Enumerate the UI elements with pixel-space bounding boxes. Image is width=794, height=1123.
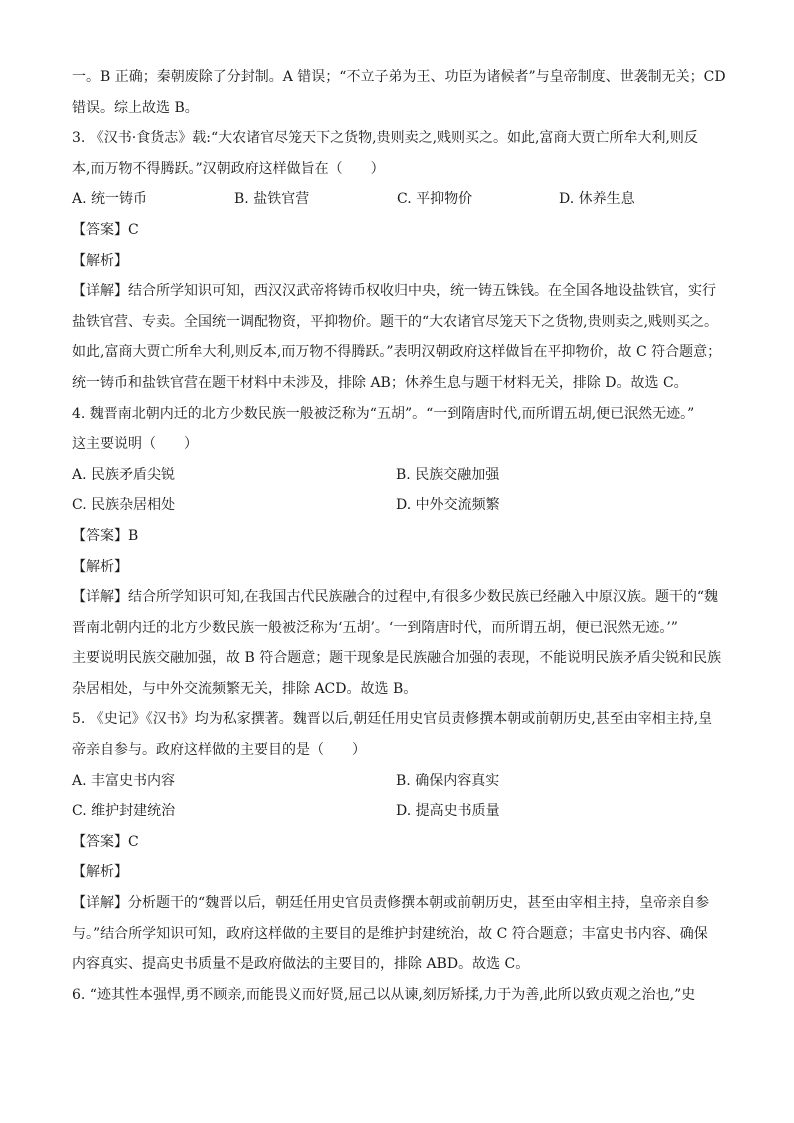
q5-detail-line-2: 与。”结合所学知识可知，政府这样做的主要目的是维护封建统治，故 C 符合题意；丰富史书内容、确保 — [72, 925, 708, 942]
q4-detail-line-3: 主要说明民族交融加强，故 B 符合题意；题干现象是民族融合加强的表现，不能说明民族矛盾尖锐和民族 — [72, 650, 722, 667]
prev-explanation-line-1: 一。B 正确；秦朝废除了分封制。A 错误；“不立子弟为王、功臣为诸候者”与皇帝制度、世袭制无关；CD — [72, 69, 726, 85]
q3-detail-line-2: 盐铁官营、专卖。全国统一调配物资，平抑物价。题干的“大农诸官尽笼天下之货物,贵则卖之,贱则买之。 — [72, 313, 719, 330]
q4-option-c: C. 民族杂居相处 — [72, 497, 176, 514]
q6-stem-line-1: 6. “迹其性本强悍,勇不顾亲,而能畏义而好贤,屈己以从谏,刻厉矫揉,力于为善,此所以致贞观之治也,”史 — [72, 986, 696, 1003]
q5-detail-line-1: 【详解】分析题干的“魏晋以后，朝廷任用史官员责修撰本朝或前朝历史，甚至由宰相主持，皇帝亲自参 — [72, 895, 710, 912]
q5-detail-line-3: 内容真实、提高史书质量不是政府做法的主要目的，排除 ABD。故选 C。 — [72, 956, 530, 973]
q5-option-c: C. 维护封建统治 — [72, 803, 176, 820]
q3-stem-line-2: 本,而万物不得腾跃。”汉朝政府这样做旨在（ ） — [72, 160, 385, 177]
q4-detail-line-1: 【详解】结合所学知识可知,在我国古代民族融合的过程中,有很多少数民族已经融入中原汉族。题干的“魏 — [72, 589, 719, 606]
q4-stem-line-2: 这主要说明（ ） — [72, 436, 198, 453]
document-page — [72, 62, 727, 1010]
q5-answer: 【答案】C — [72, 833, 139, 850]
q5-option-b: B. 确保内容真实 — [396, 772, 500, 789]
q5-analysis-heading: 【解析】 — [72, 864, 128, 881]
q3-option-b: B. 盐铁官营 — [234, 191, 310, 208]
q3-option-a: A. 统一铸币 — [72, 191, 148, 208]
q3-detail-line-4: 统一铸币和盐铁官营在题干材料中未涉及，排除 AB；休养生息与题干材料无关，排除 D。故选 C。 — [72, 374, 688, 391]
q5-stem-line-1: 5. 《史记》《汉书》均为私家撰著。魏晋以后,朝廷任用史官员责修撰本朝或前朝历史,甚至由宰相主持,皇 — [72, 711, 713, 728]
q4-detail-line-2: 晋南北朝内迁的北方少数民族一般被泛称为‘五胡’。‘一到隋唐时代，而所谓五胡，便已泯然无迹。’” — [72, 619, 678, 636]
q5-option-d: D. 提高史书质量 — [396, 803, 500, 820]
q4-option-a: A. 民族矛盾尖锐 — [72, 466, 176, 483]
q4-option-d: D. 中外交流频繁 — [396, 497, 500, 514]
q4-options-row-1 — [72, 460, 727, 491]
q5-stem-line-2: 帝亲自参与。政府这样做的主要目的是（ ） — [72, 742, 366, 759]
q3-stem-line-1: 3. 《汉书·食货志》载:“大农诸官尽笼天下之货物,贵则卖之,贱则买之。如此,富商大贾亡所牟大利,则反 — [72, 130, 698, 147]
q3-options — [72, 184, 727, 215]
q3-analysis-heading: 【解析】 — [72, 252, 128, 269]
q3-option-d: D. 休养生息 — [559, 191, 635, 208]
q4-options-row-2 — [72, 490, 727, 521]
q4-answer: 【答案】B — [72, 527, 139, 544]
q3-option-c: C. 平抑物价 — [397, 191, 473, 208]
q3-detail-line-1: 【详解】结合所学知识可知，西汉汉武帝将铸币权收归中央，统一铸五铢钱。在全国各地设盐铁官，实行 — [72, 283, 716, 300]
q5-option-a: A. 丰富史书内容 — [72, 772, 176, 789]
q3-detail-line-3: 如此,富商大贾亡所牟大利,则反本,而万物不得腾跃。”表明汉朝政府这样做旨在平抑物价，故 C 符合题意； — [72, 344, 722, 361]
q3-answer: 【答案】C — [72, 221, 139, 238]
q4-analysis-heading: 【解析】 — [72, 558, 128, 575]
q5-options-row-2 — [72, 796, 727, 827]
q5-options-row-1 — [72, 766, 727, 797]
prev-explanation-line-2: 错误。综上故选 B。 — [72, 99, 199, 116]
q4-option-b: B. 民族交融加强 — [396, 466, 500, 483]
q4-detail-line-4: 杂居相处，与中外交流频繁无关，排除 ACD。故选 B。 — [72, 680, 418, 697]
q4-stem-line-1: 4. 魏晋南北朝内迁的北方少数民族一般被泛称为“五胡”。“一到隋唐时代,而所谓五胡,便已泯然无迹。” — [72, 405, 695, 422]
